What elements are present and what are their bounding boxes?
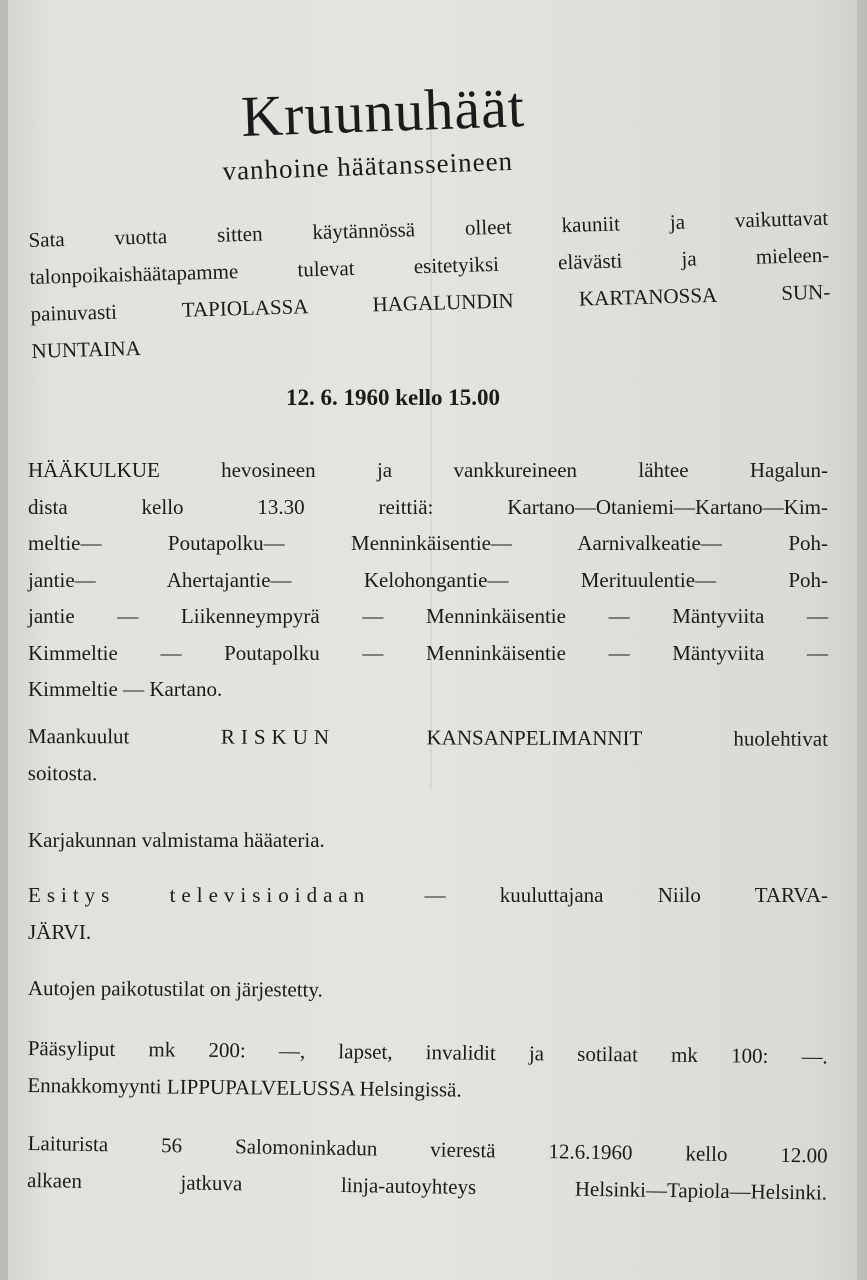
page-title: Kruunuhäät — [240, 73, 526, 149]
intro-line: talonpoikaishäätapamme tulevat esitetyiksi elävästi ja mieleen- — [29, 242, 830, 289]
procession-line: Kimmeltie — Poutapolku — Menninkäisentie — Mäntyviita — — [28, 640, 828, 665]
procession-paragraph — [28, 452, 828, 708]
music-prefix: Maankuulut — [27, 723, 130, 749]
tv-rest: — kuuluttajana Niilo TARVA- — [424, 883, 828, 907]
bus-paragraph — [27, 1125, 828, 1212]
tv-paragraph — [28, 877, 828, 951]
tv-line-2: JÄRVI. — [28, 920, 92, 944]
intro-paragraph — [28, 200, 832, 370]
tv-spaced-word: televisioidaan — [169, 883, 371, 907]
parking-line: Autojen paikotustilat on järjestetty. — [27, 975, 323, 1002]
music-line-2: soitosta. — [27, 760, 98, 786]
page-edge-shadow-right — [857, 0, 867, 1280]
tickets-paragraph — [27, 1030, 828, 1112]
intro-line: Sata vuotta sitten käytännössä olleet kauniit ja vaikuttavat — [28, 205, 829, 252]
procession-line: jantie — Liikenneympyrä — Menninkäisentie — Mäntyviita — — [28, 604, 828, 628]
page-edge-shadow-left — [0, 0, 8, 1280]
music-line — [28, 718, 828, 758]
bus-line: Laiturista 56 Salomoninkadun vierestä 12.6.1960 kello 12.00 — [27, 1130, 828, 1168]
procession-line: meltie— Poutapolku— Menninkäisentie— Aarnivalkeatie— Poh- — [28, 531, 828, 555]
food-line: Karjakunnan valmistama hääateria. — [28, 828, 325, 852]
tickets-line: Ennakkomyynti LIPPUPALVELUSSA Helsingissä. — [27, 1072, 462, 1102]
procession-line: Kimmeltie — Kartano. — [28, 677, 223, 701]
parking-paragraph — [28, 970, 828, 1011]
food-paragraph — [28, 822, 828, 859]
intro-line: NUNTAINA — [31, 335, 142, 363]
band-name: RISKUN — [220, 724, 336, 750]
procession-line: jantie— Ahertajantie— Kelohongantie— Merituulentie— Poh- — [28, 567, 828, 592]
tv-line — [28, 877, 828, 914]
bus-line: alkaen jatkuva linja-autoyhteys Helsinki—Tapiola—Helsinki. — [26, 1167, 828, 1205]
event-date: 12. 6. 1960 kello 15.00 — [286, 385, 501, 410]
tv-prefix: Esitys — [28, 883, 116, 907]
page-subtitle: vanhoine häätansseineen — [222, 145, 514, 186]
intro-line: painuvasti TAPIOLASSA HAGALUNDIN KARTANOSSA SUN- — [30, 279, 831, 326]
music-paragraph — [28, 718, 828, 795]
tickets-line: Pääsyliput mk 200: —, lapset, invalidit ja sotilaat mk 100: —. — [27, 1035, 828, 1069]
procession-line: dista kello 13.30 reittiä: Kartano—Otaniemi—Kartano—Kim- — [28, 494, 828, 519]
procession-line: HÄÄKULKUE hevosineen ja vankkureineen lähtee Hagalun- — [28, 458, 828, 482]
music-rest: KANSANPELIMANNIT huolehtivat — [426, 725, 828, 751]
